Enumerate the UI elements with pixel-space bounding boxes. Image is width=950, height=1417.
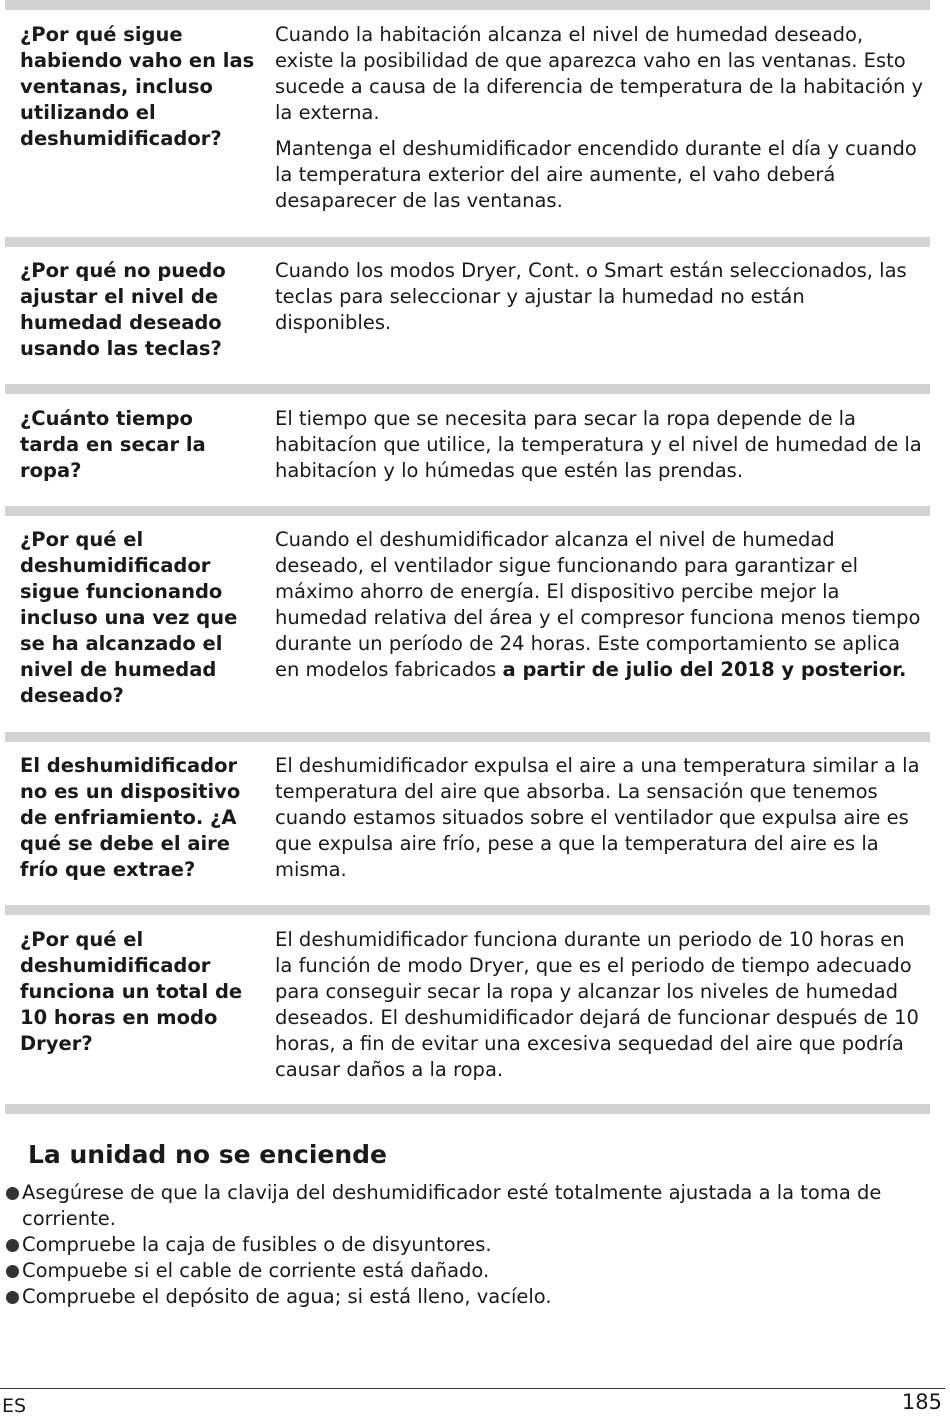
faq-answer-bold-text: a partir de julio del 2018 y posterior. — [502, 658, 907, 681]
footer-divider — [0, 1388, 945, 1389]
faq-answer-paragraph: El deshumidificador funciona durante un periodo de 10 horas en la función de modo Dryer, que es el periodo de tiempo adecuado para conseguir secar la ropa y alcanzar los niveles de humedad deseados. El deshumidificador dejará de funcionar después de 10 horas, a fin de evitar una excesiva sequedad del aire que podría causar daños a la ropa. — [275, 928, 919, 1081]
faq-answer-text: Cuando el deshumidificador alcanza el nivel de humedad deseado, el ventilador sigue funcionando para garantizar el máximo ahorro de energía. El dispositivo percibe mejor la humedad relativa del área y el compresor funciona menos tiempo durante un período de 24 horas. Este comportamiento se aplica en modelos fabricados — [275, 528, 921, 681]
faq-answer — [275, 753, 925, 883]
row-separator — [5, 1104, 930, 1114]
faq-question: ¿Por qué sigue habiendo vaho en las ventanas, incluso utilizando el deshumidificador? — [20, 23, 255, 150]
faq-question: ¿Por qué el deshumidificador sigue funcionando incluso una vez que se ha alcanzado el nivel de humedad deseado? — [20, 528, 238, 707]
row-separator — [5, 506, 930, 516]
faq-answer-paragraph: El tiempo que se necesita para secar la ropa depende de la habitacíon que utilice, la temperatura y el nivel de humedad de la habitacíon y lo húmedas que estén las prendas. — [275, 407, 922, 482]
row-separator — [5, 0, 930, 10]
page-number: 185 — [901, 1390, 942, 1414]
faq-question: El deshumidificador no es un dispositivo de enfriamiento. ¿A qué se debe el aire frío que extrae? — [20, 754, 241, 881]
row-separator — [5, 732, 930, 742]
row-separator — [5, 384, 930, 394]
faq-question: ¿Cuánto tiempo tarda en secar la ropa? — [20, 407, 206, 482]
row-separator — [5, 237, 930, 247]
list-item-text: Compruebe el depósito de agua; si está lleno, vacíelo. — [22, 1285, 552, 1308]
faq-answer-paragraph: El deshumidificador expulsa el aire a una temperatura similar a la temperatura del aire que absorba. La sensación que tenemos cuando estamos situados sobre el ventilador que expulsa aire es que expulsa aire frío, pese a que la temperatura del aire es la misma. — [275, 754, 920, 881]
list-item-text: Compuebe si el cable de corriente está dañado. — [22, 1259, 490, 1282]
footer-language: ES — [2, 1395, 27, 1417]
faq-answer — [275, 406, 925, 484]
faq-question: ¿Por qué no puedo ajustar el nivel de humedad deseado usando las teclas? — [20, 259, 226, 360]
bullet-dot-icon — [6, 1239, 19, 1252]
faq-answer-paragraph: Mantenga el deshumidificador encendido durante el día y cuando la temperatura exterior del aire aumente, el vaho deberá desaparecer de las ventanas. — [275, 137, 917, 212]
faq-answer — [275, 527, 925, 683]
bullet-dot-icon — [6, 1187, 19, 1200]
faq-answer — [275, 258, 925, 336]
list-item-text: Compruebe la caja de fusibles o de disyuntores. — [22, 1233, 492, 1256]
list-item — [6, 1284, 941, 1310]
faq-answer — [275, 927, 925, 1083]
section-title: La unidad no se enciende — [28, 1140, 387, 1169]
list-item — [6, 1258, 941, 1284]
row-separator — [5, 905, 930, 915]
faq-answer — [275, 22, 925, 214]
faq-answer-paragraph — [275, 527, 925, 683]
list-item — [6, 1232, 941, 1258]
faq-question: ¿Por qué el deshumidificador funciona un total de 10 horas en modo Dryer? — [20, 928, 243, 1055]
list-item-text: Asegúrese de que la clavija del deshumidificador esté totalmente ajustada a la toma de corriente. — [22, 1181, 882, 1230]
bullet-dot-icon — [6, 1291, 19, 1304]
list-item — [6, 1180, 941, 1232]
bullet-list — [6, 1180, 941, 1310]
bullet-dot-icon — [6, 1265, 19, 1278]
faq-answer-paragraph: Cuando la habitación alcanza el nivel de humedad deseado, existe la posibilidad de que aparezca vaho en las ventanas. Esto sucede a causa de la diferencia de temperatura de la habitación y la externa. — [275, 23, 924, 124]
faq-answer-paragraph: Cuando los modos Dryer, Cont. o Smart están seleccionados, las teclas para seleccionar y ajustar la humedad no están disponibles. — [275, 259, 907, 334]
